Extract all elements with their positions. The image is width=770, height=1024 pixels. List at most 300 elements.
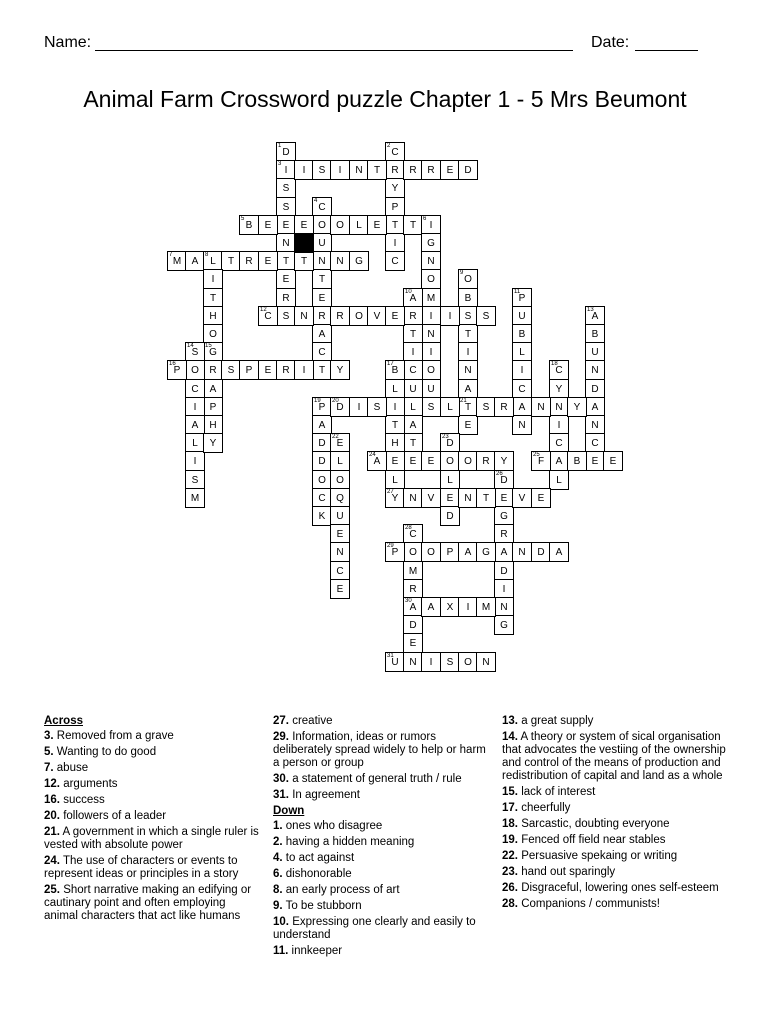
clue-text: ones who disagree bbox=[282, 820, 383, 832]
grid-cell[interactable] bbox=[330, 360, 350, 380]
grid-cell[interactable] bbox=[549, 470, 569, 490]
grid-cell[interactable] bbox=[330, 251, 350, 271]
grid-cell[interactable] bbox=[185, 415, 205, 435]
grid-cell[interactable] bbox=[385, 197, 405, 217]
grid-cell[interactable] bbox=[367, 451, 387, 471]
grid-cell[interactable] bbox=[312, 360, 332, 380]
grid-cell[interactable] bbox=[367, 215, 387, 235]
grid-cell[interactable] bbox=[512, 488, 532, 508]
grid-cell[interactable] bbox=[549, 379, 569, 399]
grid-cell[interactable] bbox=[458, 597, 478, 617]
cell-letter: R bbox=[391, 165, 399, 176]
grid-cell[interactable] bbox=[276, 178, 296, 198]
grid-cell[interactable] bbox=[531, 397, 551, 417]
grid-cell[interactable] bbox=[458, 379, 478, 399]
grid-cell[interactable] bbox=[421, 306, 441, 326]
cell-letter: G bbox=[482, 547, 490, 558]
grid-cell[interactable] bbox=[203, 251, 223, 271]
grid-cell[interactable] bbox=[276, 269, 296, 289]
grid-cell[interactable] bbox=[330, 579, 350, 599]
grid-cell[interactable] bbox=[494, 597, 514, 617]
grid-cell[interactable] bbox=[403, 160, 423, 180]
grid-cell[interactable] bbox=[421, 215, 441, 235]
grid-cell[interactable] bbox=[440, 433, 460, 453]
cell-letter: A bbox=[500, 547, 508, 558]
grid-cell[interactable] bbox=[385, 470, 405, 490]
grid-cell[interactable] bbox=[385, 451, 405, 471]
grid-cell[interactable] bbox=[585, 433, 605, 453]
clue-number: 8 bbox=[205, 252, 209, 258]
grid-cell[interactable] bbox=[385, 379, 405, 399]
clue-item bbox=[273, 789, 488, 802]
grid-cell[interactable] bbox=[549, 397, 569, 417]
grid-cell[interactable] bbox=[440, 597, 460, 617]
grid-cell[interactable] bbox=[385, 542, 405, 562]
clue-number: 24 bbox=[369, 452, 376, 458]
cell-letter: F bbox=[537, 456, 545, 467]
grid-cell[interactable] bbox=[403, 488, 423, 508]
grid-cell[interactable] bbox=[312, 215, 332, 235]
clue-text: A government in which a single ruler is vested with absolute power bbox=[44, 826, 259, 851]
grid-cell[interactable] bbox=[330, 524, 350, 544]
grid-cell[interactable] bbox=[203, 342, 223, 362]
grid-cell[interactable] bbox=[167, 251, 187, 271]
grid-cell[interactable] bbox=[385, 488, 405, 508]
grid-cell[interactable] bbox=[458, 652, 478, 672]
cell-letter: N bbox=[591, 420, 599, 431]
clue-text: Fenced off field near stables bbox=[518, 834, 666, 846]
grid-cell[interactable] bbox=[494, 506, 514, 526]
grid-cell[interactable] bbox=[458, 397, 478, 417]
grid-cell[interactable] bbox=[440, 451, 460, 471]
grid-cell[interactable] bbox=[276, 251, 296, 271]
grid-cell[interactable] bbox=[385, 251, 405, 271]
grid-cell[interactable] bbox=[167, 360, 187, 380]
grid-cell[interactable] bbox=[312, 233, 332, 253]
date-label: Date: bbox=[591, 34, 630, 51]
grid-cell[interactable] bbox=[531, 488, 551, 508]
grid-cell[interactable] bbox=[367, 397, 387, 417]
grid-cell[interactable] bbox=[185, 342, 205, 362]
grid-cell[interactable] bbox=[494, 615, 514, 635]
grid-cell[interactable] bbox=[403, 633, 423, 653]
grid-cell[interactable] bbox=[312, 269, 332, 289]
grid-cell[interactable] bbox=[185, 379, 205, 399]
grid-cell[interactable] bbox=[440, 306, 460, 326]
grid-cell[interactable] bbox=[294, 251, 314, 271]
grid-cell[interactable] bbox=[458, 451, 478, 471]
grid-cell[interactable] bbox=[330, 397, 350, 417]
grid-cell[interactable] bbox=[385, 215, 405, 235]
grid-cell[interactable] bbox=[185, 251, 205, 271]
cell-letter: N bbox=[591, 365, 599, 376]
grid-cell[interactable] bbox=[312, 160, 332, 180]
grid-cell[interactable] bbox=[458, 542, 478, 562]
name-label: Name: bbox=[44, 34, 92, 51]
grid-cell[interactable] bbox=[239, 360, 259, 380]
grid-cell[interactable] bbox=[203, 360, 223, 380]
grid-cell[interactable] bbox=[549, 433, 569, 453]
clue-number: 11 bbox=[514, 289, 521, 295]
grid-cell[interactable] bbox=[403, 433, 423, 453]
across-heading: Across bbox=[44, 715, 83, 727]
cell-letter: E bbox=[391, 311, 399, 322]
cell-letter: D bbox=[336, 402, 344, 413]
cell-letter: T bbox=[409, 438, 417, 449]
grid-cell[interactable] bbox=[585, 342, 605, 362]
grid-cell[interactable] bbox=[312, 397, 332, 417]
grid-cell[interactable] bbox=[312, 342, 332, 362]
cell-letter: S bbox=[282, 311, 290, 322]
grid-cell[interactable] bbox=[203, 306, 223, 326]
grid-cell[interactable] bbox=[494, 542, 514, 562]
grid-cell[interactable] bbox=[276, 160, 296, 180]
grid-cell[interactable] bbox=[440, 652, 460, 672]
grid-cell[interactable] bbox=[403, 524, 423, 544]
cell-letter: N bbox=[518, 420, 526, 431]
grid-cell[interactable] bbox=[585, 397, 605, 417]
grid-cell[interactable] bbox=[494, 561, 514, 581]
grid-cell[interactable] bbox=[385, 160, 405, 180]
cell-letter: I bbox=[302, 165, 306, 176]
cell-letter: E bbox=[391, 456, 399, 467]
grid-cell[interactable] bbox=[349, 306, 369, 326]
grid-cell[interactable] bbox=[185, 451, 205, 471]
grid-cell[interactable] bbox=[476, 397, 496, 417]
grid-cell[interactable] bbox=[258, 360, 278, 380]
grid-cell[interactable] bbox=[330, 542, 350, 562]
grid-cell[interactable] bbox=[276, 142, 296, 162]
grid-cell[interactable] bbox=[276, 197, 296, 217]
grid-cell[interactable] bbox=[421, 251, 441, 271]
grid-cell[interactable] bbox=[440, 470, 460, 490]
grid-cell[interactable] bbox=[312, 324, 332, 344]
grid-cell[interactable] bbox=[421, 397, 441, 417]
grid-cell[interactable] bbox=[203, 269, 223, 289]
grid-cell[interactable] bbox=[312, 470, 332, 490]
cell-letter: S bbox=[227, 365, 235, 376]
grid-cell[interactable] bbox=[585, 360, 605, 380]
grid-cell[interactable] bbox=[403, 379, 423, 399]
grid-cell[interactable] bbox=[567, 397, 587, 417]
clue-text: to act against bbox=[282, 852, 355, 864]
grid-cell[interactable] bbox=[458, 306, 478, 326]
grid-cell[interactable] bbox=[367, 306, 387, 326]
grid-cell[interactable] bbox=[330, 433, 350, 453]
cell-letter: T bbox=[227, 256, 235, 267]
grid-cell[interactable] bbox=[585, 415, 605, 435]
cell-letter: Q bbox=[336, 493, 344, 504]
grid-cell[interactable] bbox=[421, 488, 441, 508]
grid-cell[interactable] bbox=[294, 160, 314, 180]
grid-cell[interactable] bbox=[476, 597, 496, 617]
grid-cell[interactable] bbox=[421, 269, 441, 289]
clue-number: 2. bbox=[273, 836, 283, 848]
grid-cell[interactable] bbox=[349, 160, 369, 180]
grid-cell[interactable] bbox=[512, 306, 532, 326]
grid-cell[interactable] bbox=[185, 360, 205, 380]
clues-column-2 bbox=[273, 715, 488, 961]
cell-letter: I bbox=[429, 220, 433, 231]
grid-cell[interactable] bbox=[458, 342, 478, 362]
grid-cell[interactable] bbox=[385, 652, 405, 672]
grid-cell[interactable] bbox=[330, 306, 350, 326]
cell-letter: M bbox=[481, 602, 491, 613]
grid-cell[interactable] bbox=[403, 652, 423, 672]
grid-cell[interactable] bbox=[476, 306, 496, 326]
grid-cell[interactable] bbox=[531, 542, 551, 562]
grid-cell[interactable] bbox=[421, 542, 441, 562]
grid-cell[interactable] bbox=[330, 488, 350, 508]
grid-cell[interactable] bbox=[512, 360, 532, 380]
grid-cell[interactable] bbox=[512, 324, 532, 344]
grid-cell[interactable] bbox=[403, 451, 423, 471]
grid-cell[interactable] bbox=[421, 324, 441, 344]
cell-letter: L bbox=[447, 402, 453, 413]
grid-cell[interactable] bbox=[294, 306, 314, 326]
cell-letter: P bbox=[318, 402, 326, 413]
grid-cell[interactable] bbox=[421, 342, 441, 362]
grid-cell[interactable] bbox=[549, 360, 569, 380]
grid-cell[interactable] bbox=[440, 506, 460, 526]
grid-cell[interactable] bbox=[494, 397, 514, 417]
grid-cell[interactable] bbox=[312, 306, 332, 326]
cell-letter: R bbox=[482, 456, 490, 467]
grid-cell[interactable] bbox=[458, 288, 478, 308]
grid-cell[interactable] bbox=[239, 215, 259, 235]
grid-cell[interactable] bbox=[185, 397, 205, 417]
grid-cell[interactable] bbox=[385, 233, 405, 253]
grid-cell[interactable] bbox=[585, 451, 605, 471]
grid-cell[interactable] bbox=[458, 324, 478, 344]
grid-cell[interactable] bbox=[258, 306, 278, 326]
grid-cell[interactable] bbox=[476, 652, 496, 672]
grid-cell[interactable] bbox=[421, 597, 441, 617]
grid-cell[interactable] bbox=[421, 360, 441, 380]
grid-cell[interactable] bbox=[385, 360, 405, 380]
cell-letter: N bbox=[537, 402, 545, 413]
grid-cell[interactable] bbox=[185, 488, 205, 508]
grid-cell[interactable] bbox=[385, 397, 405, 417]
grid-cell[interactable] bbox=[403, 542, 423, 562]
grid-cell[interactable] bbox=[185, 470, 205, 490]
grid-cell[interactable] bbox=[512, 288, 532, 308]
grid-cell[interactable] bbox=[367, 160, 387, 180]
grid-cell[interactable] bbox=[349, 251, 369, 271]
grid-cell[interactable] bbox=[549, 451, 569, 471]
grid-cell[interactable] bbox=[512, 397, 532, 417]
grid-cell[interactable] bbox=[239, 251, 259, 271]
cell-letter: G bbox=[355, 256, 363, 267]
grid-cell[interactable] bbox=[476, 542, 496, 562]
grid-cell[interactable] bbox=[458, 269, 478, 289]
cell-letter: D bbox=[446, 511, 454, 522]
cell-letter: Y bbox=[209, 438, 217, 449]
grid-cell[interactable] bbox=[276, 360, 296, 380]
grid-cell[interactable] bbox=[258, 215, 278, 235]
grid-cell[interactable] bbox=[312, 433, 332, 453]
grid-cell[interactable] bbox=[403, 342, 423, 362]
grid-cell[interactable] bbox=[276, 306, 296, 326]
cell-letter: D bbox=[409, 620, 417, 631]
grid-cell[interactable] bbox=[312, 451, 332, 471]
cell-letter: D bbox=[537, 547, 545, 558]
grid-cell[interactable] bbox=[494, 451, 514, 471]
grid-cell[interactable] bbox=[476, 488, 496, 508]
grid-cell[interactable] bbox=[585, 324, 605, 344]
clue-number: 15. bbox=[502, 786, 518, 798]
cell-letter: I bbox=[302, 365, 306, 376]
cell-letter: P bbox=[391, 547, 399, 558]
grid-cell[interactable] bbox=[312, 288, 332, 308]
grid-cell[interactable] bbox=[276, 233, 296, 253]
cell-letter: U bbox=[427, 384, 435, 395]
grid-cell[interactable] bbox=[312, 506, 332, 526]
cell-letter: D bbox=[464, 165, 472, 176]
grid-cell[interactable] bbox=[385, 178, 405, 198]
grid-cell[interactable] bbox=[312, 197, 332, 217]
grid-cell[interactable] bbox=[494, 579, 514, 599]
grid-cell[interactable] bbox=[312, 488, 332, 508]
grid-cell[interactable] bbox=[185, 433, 205, 453]
cell-letter: I bbox=[520, 365, 524, 376]
grid-cell[interactable] bbox=[403, 415, 423, 435]
grid-cell[interactable] bbox=[476, 451, 496, 471]
grid-cell[interactable] bbox=[512, 342, 532, 362]
grid-cell[interactable] bbox=[330, 215, 350, 235]
clue-text: arguments bbox=[60, 778, 118, 790]
grid-cell[interactable] bbox=[421, 288, 441, 308]
grid-cell[interactable] bbox=[403, 615, 423, 635]
grid-cell[interactable] bbox=[494, 524, 514, 544]
grid-cell[interactable] bbox=[603, 451, 623, 471]
grid-cell[interactable] bbox=[403, 579, 423, 599]
grid-cell[interactable] bbox=[203, 288, 223, 308]
grid-cell[interactable] bbox=[403, 288, 423, 308]
grid-cell[interactable] bbox=[421, 652, 441, 672]
grid-cell[interactable] bbox=[330, 561, 350, 581]
grid-cell[interactable] bbox=[440, 488, 460, 508]
grid-cell[interactable] bbox=[403, 597, 423, 617]
cell-letter: C bbox=[318, 347, 326, 358]
grid-cell[interactable] bbox=[312, 415, 332, 435]
grid-cell[interactable] bbox=[458, 488, 478, 508]
cell-letter: A bbox=[464, 547, 472, 558]
grid-cell[interactable] bbox=[349, 397, 369, 417]
grid-cell[interactable] bbox=[330, 506, 350, 526]
cell-letter: E bbox=[264, 256, 272, 267]
cell-letter: X bbox=[446, 602, 454, 613]
cell-letter: U bbox=[518, 311, 526, 322]
grid-cell[interactable] bbox=[403, 215, 423, 235]
clue-text: Removed from a grave bbox=[53, 730, 174, 742]
cell-letter: R bbox=[409, 311, 417, 322]
grid-cell[interactable] bbox=[440, 160, 460, 180]
grid-cell[interactable] bbox=[203, 324, 223, 344]
grid-cell[interactable] bbox=[385, 142, 405, 162]
grid-cell[interactable] bbox=[330, 470, 350, 490]
grid-cell[interactable] bbox=[330, 451, 350, 471]
grid-cell[interactable] bbox=[585, 306, 605, 326]
clue-number: 14 bbox=[187, 343, 194, 349]
grid-cell[interactable] bbox=[458, 360, 478, 380]
grid-cell[interactable] bbox=[440, 542, 460, 562]
clue-number: 25. bbox=[44, 884, 60, 896]
grid-cell[interactable] bbox=[276, 215, 296, 235]
grid-cell[interactable] bbox=[385, 415, 405, 435]
grid-cell[interactable] bbox=[585, 379, 605, 399]
cell-letter: N bbox=[300, 311, 308, 322]
grid-cell[interactable] bbox=[258, 251, 278, 271]
grid-cell[interactable] bbox=[494, 470, 514, 490]
grid-cell[interactable] bbox=[221, 251, 241, 271]
grid-cell[interactable] bbox=[421, 160, 441, 180]
grid-cell[interactable] bbox=[276, 288, 296, 308]
grid-cell[interactable] bbox=[221, 360, 241, 380]
grid-cell[interactable] bbox=[294, 215, 314, 235]
clue-number: 19. bbox=[502, 834, 518, 846]
grid-cell[interactable] bbox=[349, 215, 369, 235]
clue-number: 22 bbox=[332, 434, 339, 440]
grid-cell[interactable] bbox=[567, 451, 587, 471]
grid-cell[interactable] bbox=[385, 433, 405, 453]
grid-cell[interactable] bbox=[421, 379, 441, 399]
clue-number: 14. bbox=[502, 731, 518, 743]
grid-cell[interactable] bbox=[294, 360, 314, 380]
black-square bbox=[294, 233, 314, 253]
grid-cell[interactable] bbox=[385, 306, 405, 326]
grid-cell[interactable] bbox=[421, 451, 441, 471]
clues-column-3 bbox=[502, 715, 727, 914]
clue-number: 5. bbox=[44, 746, 54, 758]
grid-cell[interactable] bbox=[531, 451, 551, 471]
grid-cell[interactable] bbox=[403, 306, 423, 326]
grid-cell[interactable] bbox=[549, 415, 569, 435]
cell-letter: R bbox=[245, 256, 253, 267]
grid-cell[interactable] bbox=[330, 160, 350, 180]
grid-cell[interactable] bbox=[549, 542, 569, 562]
cell-letter: P bbox=[446, 547, 454, 558]
grid-cell[interactable] bbox=[203, 397, 223, 417]
grid-cell[interactable] bbox=[203, 379, 223, 399]
grid-cell[interactable] bbox=[403, 360, 423, 380]
grid-cell[interactable] bbox=[203, 415, 223, 435]
grid-cell[interactable] bbox=[421, 233, 441, 253]
clue-number: 17. bbox=[502, 802, 518, 814]
cell-letter: D bbox=[446, 438, 454, 449]
cell-letter: O bbox=[209, 329, 217, 340]
cell-letter: Y bbox=[573, 402, 581, 413]
grid-cell[interactable] bbox=[312, 251, 332, 271]
grid-cell[interactable] bbox=[403, 561, 423, 581]
grid-cell[interactable] bbox=[512, 542, 532, 562]
grid-cell[interactable] bbox=[512, 415, 532, 435]
cell-letter: E bbox=[409, 638, 417, 649]
grid-cell[interactable] bbox=[494, 488, 514, 508]
grid-cell[interactable] bbox=[512, 379, 532, 399]
grid-cell[interactable] bbox=[458, 160, 478, 180]
grid-cell[interactable] bbox=[440, 397, 460, 417]
grid-cell[interactable] bbox=[203, 433, 223, 453]
cell-letter: A bbox=[518, 402, 526, 413]
grid-cell[interactable] bbox=[403, 324, 423, 344]
grid-cell[interactable] bbox=[403, 397, 423, 417]
clue-text: dishonorable bbox=[282, 868, 352, 880]
clue-item bbox=[502, 898, 727, 911]
grid-cell[interactable] bbox=[458, 415, 478, 435]
clue-number: 20. bbox=[44, 810, 60, 822]
cell-letter: N bbox=[427, 329, 435, 340]
